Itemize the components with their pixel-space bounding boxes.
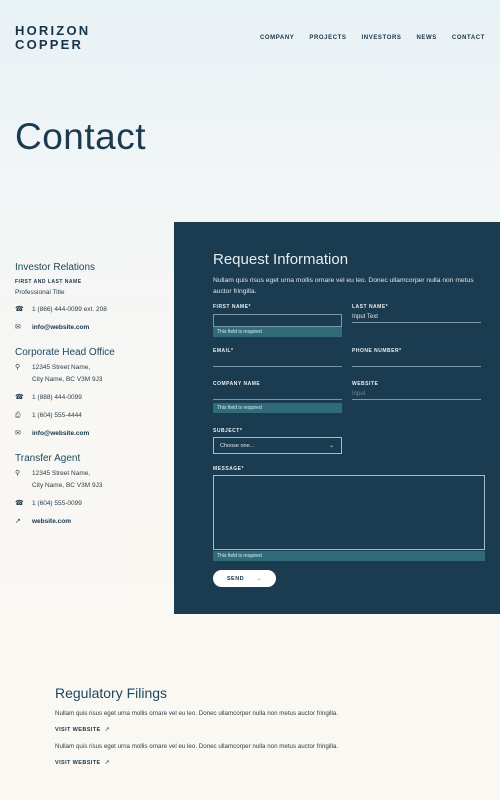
message-label: MESSAGE* [213,466,244,472]
phone-field [352,348,481,367]
investor-phone-row[interactable] [15,306,165,316]
transfer-phone: 1 (604) 555-0099 [32,500,82,507]
transfer-agent [15,453,165,528]
last-name-label: LAST NAME* [352,304,389,310]
website-input[interactable]: Input [352,387,481,400]
website-field [352,381,481,400]
address-line-2: City Name, BC V3M 9J3 [32,482,103,489]
nav-projects[interactable]: PROJECTS [309,35,347,41]
subject-selected: Choose one... [220,443,255,449]
subject-field [213,428,342,434]
link-label: VISIT WEBSITE [55,726,101,733]
phone-icon: ☎ [15,306,24,313]
contact-name: FIRST AND LAST NAME [15,279,82,285]
email-field [213,348,342,367]
phone-input[interactable] [352,354,481,367]
investor-email-row[interactable] [15,324,165,334]
location-pin-icon: ⚲ [15,470,21,477]
last-name-input[interactable]: Input Text [352,310,481,323]
email-input[interactable] [213,354,342,367]
first-name-error: This field is required [213,327,342,337]
nav-contact[interactable]: CONTACT [451,35,485,41]
link-label: VISIT WEBSITE [55,759,101,766]
send-button[interactable] [213,570,276,587]
arrow-right-icon: → [256,575,263,582]
subject-select[interactable] [213,437,342,454]
regulatory-text-1: Nullam quis risus eget urna mollis ornare vel eu leo. Donec ullamcorper nulla non metus auctor fringilla. [55,710,339,717]
transfer-agent-title: Transfer Agent [15,453,81,464]
nav-company[interactable]: COMPANY [259,35,295,41]
first-name-label: FIRST NAME* [213,304,251,310]
nav-investors[interactable]: INVESTORS [361,35,402,41]
address-line-1: 12345 Street Name, [32,364,91,371]
head-office-fax: 1 (604) 555-4444 [32,412,82,419]
email-label: EMAIL* [213,348,234,354]
contact-info-column [15,262,165,541]
head-office-phone: 1 (888) 444-0099 [32,394,82,401]
head-office-address [32,362,102,386]
message-error-wrap [213,551,485,561]
investor-relations [15,262,165,334]
head-office-fax-row [15,412,165,422]
first-name-field [213,304,342,337]
external-link-icon: ↗ [15,518,21,525]
page-title: Contact [15,116,147,157]
transfer-website-row[interactable] [15,518,165,528]
visit-website-link-1[interactable] [55,726,475,733]
website-label: WEBSITE [352,381,379,387]
head-office-email-row[interactable] [15,430,165,440]
head-office [15,347,165,440]
regulatory-filings [55,685,475,776]
address-line-2: City Name, BC V3M 9J3 [32,376,103,383]
phone-label: PHONE NUMBER* [352,348,402,354]
site-logo[interactable] [15,24,90,52]
investor-relations-title: Investor Relations [15,262,96,273]
form-title: Request Information [213,251,349,268]
company-input[interactable] [213,387,342,400]
transfer-address [32,468,102,492]
visit-website-link-2[interactable] [55,759,475,766]
professional-title: Professional Title [15,289,65,296]
message-textarea[interactable] [213,475,485,550]
last-name-field [352,304,481,323]
head-office-phone-row[interactable] [15,394,165,404]
head-office-title: Corporate Head Office [15,347,115,358]
transfer-website: website.com [32,518,72,525]
fax-icon: ⎙ [15,412,21,419]
address-line-1: 12345 Street Name, [32,470,91,477]
mail-icon: ✉ [15,324,21,331]
head-office-address-row [15,364,165,386]
regulatory-text-2: Nullam quis risus eget urna mollis ornare vel eu leo. Donec ullamcorper nulla non metus auctor fringilla. [55,743,339,750]
external-link-icon: ↗ [104,760,110,766]
message-error: This field is required [213,551,485,561]
phone-icon: ☎ [15,394,24,401]
phone-icon: ☎ [15,500,24,507]
transfer-phone-row[interactable] [15,500,165,510]
first-name-input[interactable] [213,314,342,327]
logo-line-2: COPPER [15,37,84,52]
message-field [213,466,342,472]
investor-phone: 1 (866) 444-0099 ext. 208 [32,306,107,313]
investor-email: info@website.com [32,324,90,331]
transfer-address-row [15,470,165,492]
company-label: COMPANY NAME [213,381,261,387]
external-link-icon: ↗ [104,727,110,733]
logo-line-1: HORIZON [15,23,91,38]
form-description: Nullam quis risus eget urna mollis ornare vel eu leo. Donec ullamcorper nulla non metus auctor fringilla. [213,277,474,295]
send-label: SEND [226,575,245,582]
company-error: This field is required [213,403,342,413]
request-form-panel [174,222,500,614]
company-field [213,381,342,413]
location-pin-icon: ⚲ [15,364,21,371]
nav-news[interactable]: NEWS [416,35,437,41]
subject-label: SUBJECT* [213,428,243,434]
head-office-email: info@website.com [32,430,90,437]
chevron-down-icon: ⌄ [328,443,334,449]
mail-icon: ✉ [15,430,21,437]
main-nav [260,35,485,41]
regulatory-title: Regulatory Filings [55,685,168,701]
